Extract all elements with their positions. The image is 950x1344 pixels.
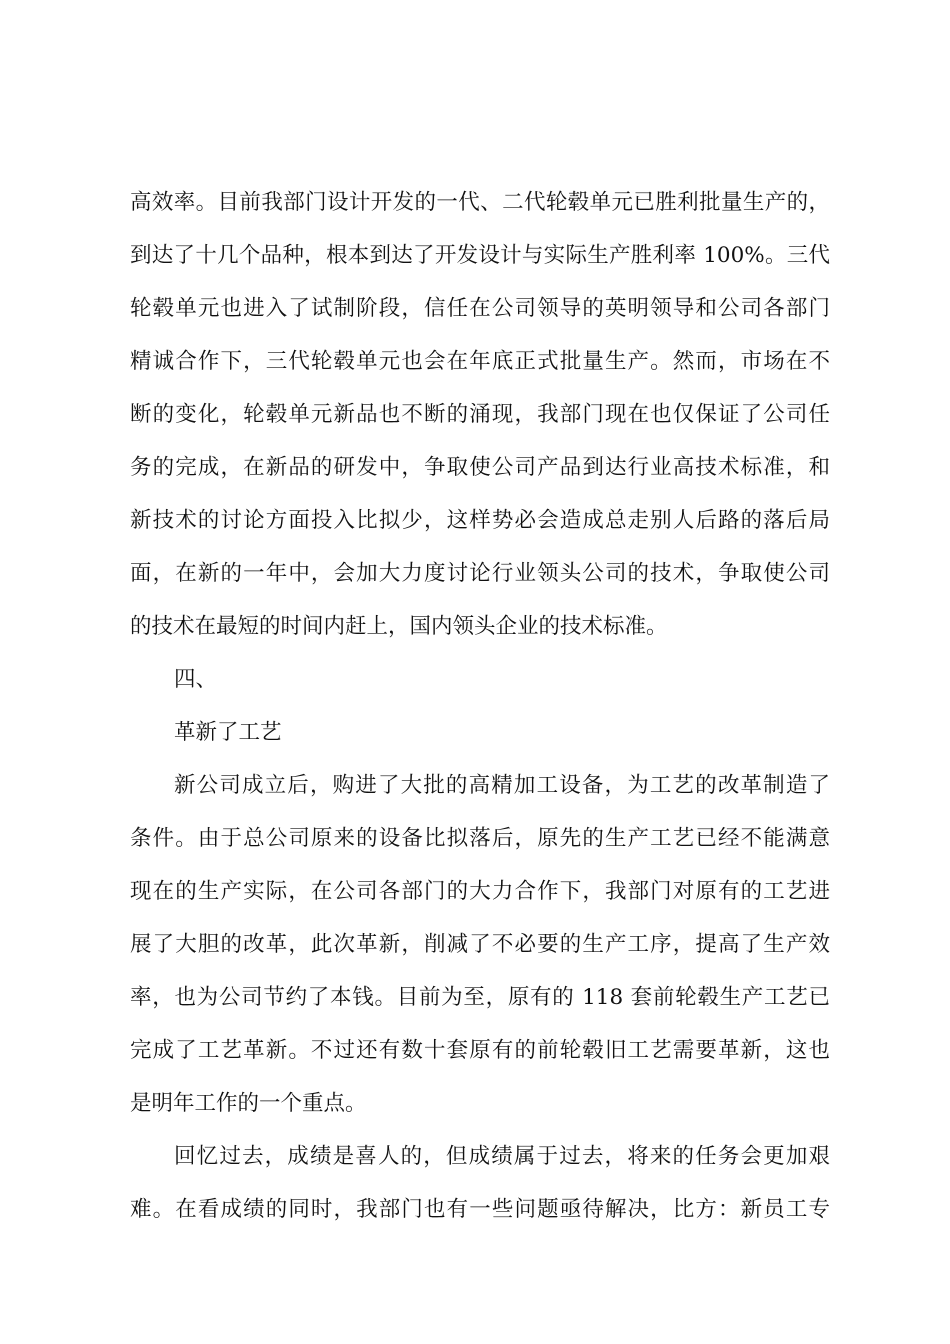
paragraph-line: 难。在看成绩的同时，我部门也有一些问题亟待解决，比方：新员工专 [130, 1197, 830, 1222]
paragraph-line: 现在的生产实际，在公司各部门的大力合作下，我部门对原有的工艺进 [130, 879, 830, 904]
section-number: 四、 [174, 667, 218, 692]
paragraph-line: 轮毂单元也进入了试制阶段，信任在公司领导的英明领导和公司各部门 [130, 296, 830, 321]
section-title: 革新了工艺 [174, 720, 282, 745]
paragraph-line: 新技术的讨论方面投入比拟少，这样势必会造成总走别人后路的落后局 [130, 508, 830, 533]
paragraph-line: 务的完成，在新品的研发中，争取使公司产品到达行业高技术标准，和 [130, 455, 830, 480]
paragraph-line: 完成了工艺革新。不过还有数十套原有的前轮毂旧工艺需要革新，这也 [130, 1038, 830, 1063]
paragraph-line: 率，也为公司节约了本钱。目前为至，原有的 118 套前轮毂生产工艺已 [130, 985, 830, 1010]
paragraph-line: 新公司成立后，购进了大批的高精加工设备，为工艺的改革制造了 [174, 773, 830, 798]
paragraph-line: 展了大胆的改革，此次革新，削减了不必要的生产工序，提高了生产效 [130, 932, 830, 957]
paragraph-line: 回忆过去，成绩是喜人的，但成绩属于过去，将来的任务会更加艰 [174, 1144, 830, 1169]
paragraph-line: 断的变化，轮毂单元新品也不断的涌现，我部门现在也仅保证了公司任 [130, 402, 830, 427]
paragraph-line: 面，在新的一年中，会加大力度讨论行业领头公司的技术，争取使公司 [130, 561, 830, 586]
paragraph-line: 条件。由于总公司原来的设备比拟落后，原先的生产工艺已经不能满意 [130, 826, 830, 851]
paragraph-line: 精诚合作下，三代轮毂单元也会在年底正式批量生产。然而，市场在不 [130, 349, 830, 374]
paragraph-line: 高效率。目前我部门设计开发的一代、二代轮毂单元已胜利批量生产的， [130, 190, 830, 215]
paragraph-line: 是明年工作的一个重点。 [130, 1091, 367, 1116]
paragraph-line: 的技术在最短的时间内赶上，国内领头企业的技术标准。 [130, 614, 668, 639]
paragraph-line: 到达了十几个品种，根本到达了开发设计与实际生产胜利率 100%。三代 [130, 243, 830, 268]
